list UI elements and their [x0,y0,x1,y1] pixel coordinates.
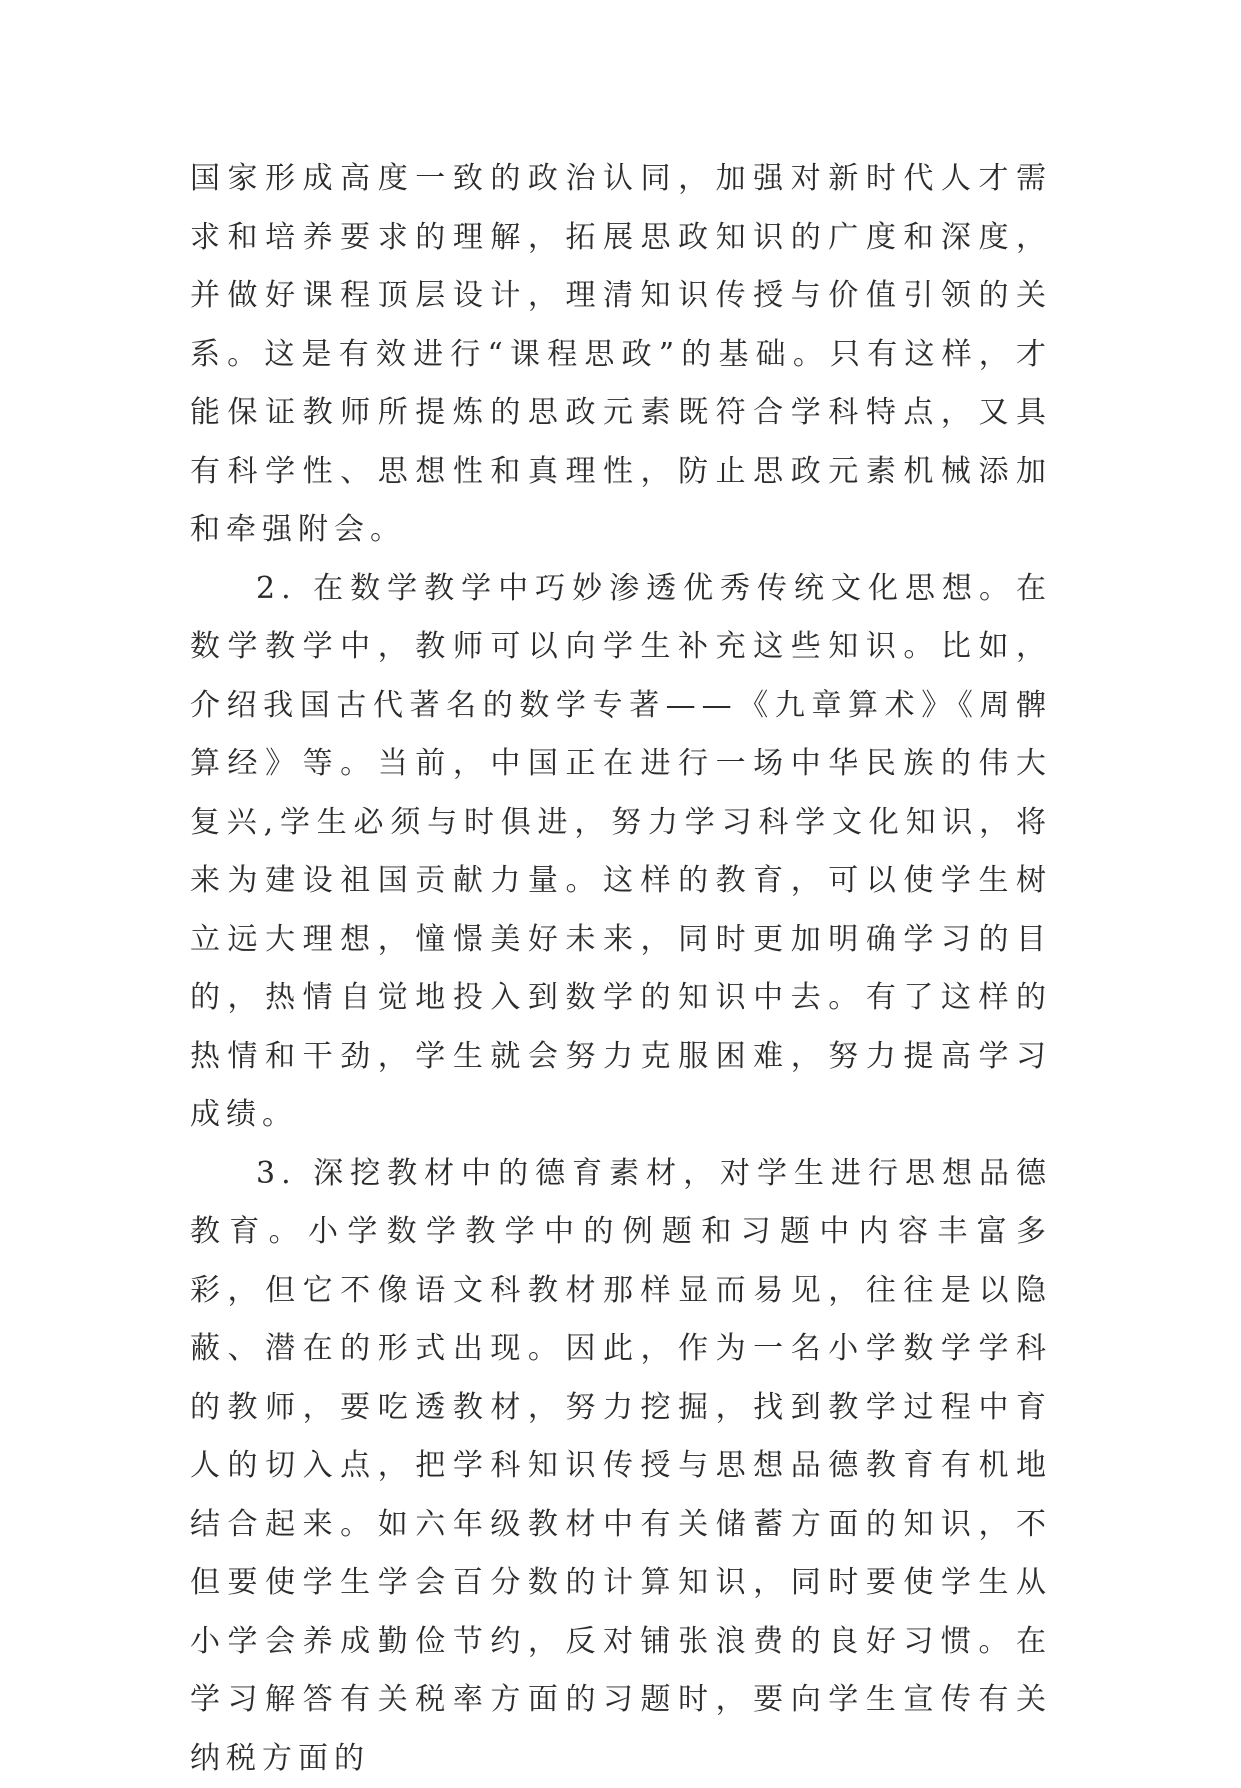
document-body [190,150,1052,1788]
paragraph-continuation: 国家形成高度一致的政治认同，加强对新时代人才需求和培养要求的理解，拓展思政知识的广度和深度，并做好课程顶层设计，理清知识传授与价值引领的关系。这是有效进行“课程思政”的基础。只有这样，才能保证教师所提炼的思政元素既符合学科特点，又具有科学性、思想性和真理性，防止思政元素机械添加和牵强附会。 [190,150,1052,560]
paragraph-item-3: 3. 深挖教材中的德育素材，对学生进行思想品德教育。小学数学教学中的例题和习题中内容丰富多彩，但它不像语文科教材那样显而易见，往往是以隐蔽、潜在的形式出现。因此，作为一名小学数学学科的教师，要吃透教材，努力挖掘，找到教学过程中育人的切入点，把学科知识传授与思想品德教育有机地结合起来。如六年级教材中有关储蓄方面的知识，不但要使学生学会百分数的计算知识，同时要使学生从小学会养成勤俭节约，反对铺张浪费的良好习惯。在学习解答有关税率方面的习题时，要向学生宣传有关纳税方面的 [190,1145,1052,1788]
paragraph-item-2: 2. 在数学教学中巧妙渗透优秀传统文化思想。在数学教学中，教师可以向学生补充这些知识。比如，介绍我国古代著名的数学专著——《九章算术》《周髀算经》等。当前，中国正在进行一场中华民族的伟大复兴,学生必须与时俱进，努力学习科学文化知识，将来为建设祖国贡献力量。这样的教育，可以使学生树立远大理想，憧憬美好未来，同时更加明确学习的目的，热情自觉地投入到数学的知识中去。有了这样的热情和干劲，学生就会努力克服困难，努力提高学习成绩。 [190,560,1052,1145]
